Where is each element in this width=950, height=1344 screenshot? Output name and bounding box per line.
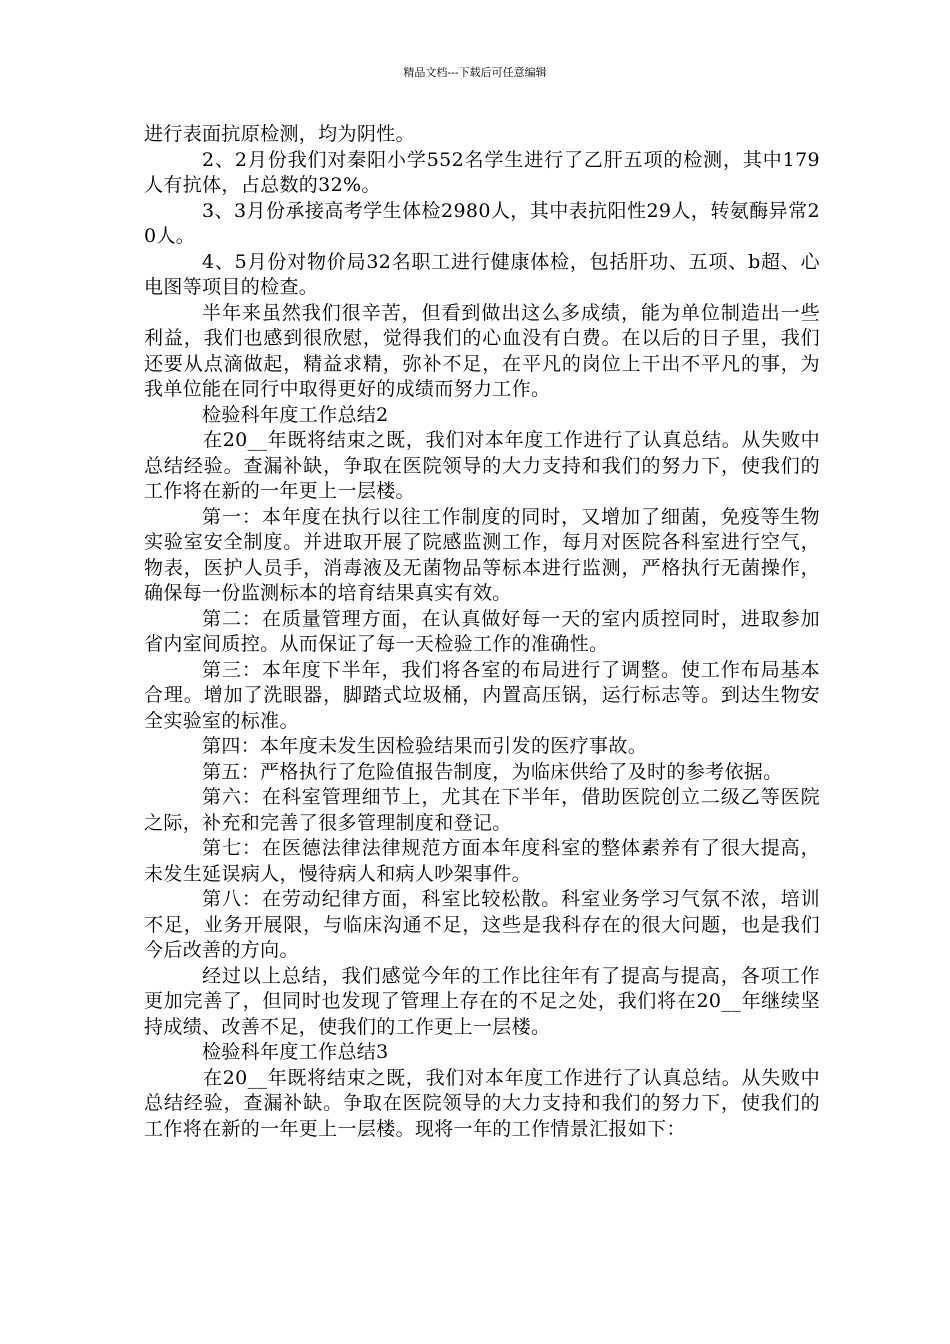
paragraph-18: 在20__年既将结束之既，我们对本年度工作进行了认真总结。从失败中总结经验，查漏补缺。争取在医院领导的大力支持和我们的努力下，使我们的工作将在新的一年更上一层楼。现将一年的工作情景汇报如下： xyxy=(144,1066,820,1140)
paragraph-9: 第二：在质量管理方面，在认真做好每一天的室内质控同时，进取参加省内室间质控。从而保证了每一天检验工作的准确性。 xyxy=(144,607,820,655)
paragraph-12: 第五：严格执行了危险值报告制度，为临床供给了及时的参考依据。 xyxy=(202,760,783,783)
page-header: 精品文档---下载后可任意编辑 xyxy=(403,66,547,79)
paragraph-15: 第八：在劳动纪律方面，科室比较松散。科室业务学习气氛不浓，培训不足，业务开展限，与临床沟通不足，这些是我科存在的很大问题，也是我们今后改善的方向。 xyxy=(144,888,820,961)
paragraph-3: 3、3月份承接高考学生体检2980人，其中表抗阳性29人，转氨酶异常20人。 xyxy=(144,199,820,247)
paragraph-4: 4、5月份对物价局32名职工进行健康体检，包括肝功、五项、b超、心电图等项目的检查。 xyxy=(144,250,820,298)
paragraph-7: 在20__年既将结束之既，我们对本年度工作进行了认真总结。从失败中总结经验。查漏补缺，争取在医院领导的大力支持和我们的努力下，使我们的工作将在新的一年更上一层楼。 xyxy=(144,429,820,502)
paragraph-2: 2、2月份我们对秦阳小学552名学生进行了乙肝五项的检测，其中179人有抗体，占总数的32%。 xyxy=(144,148,820,196)
paragraph-14: 第七：在医德法律法律规范方面本年度科室的整体素养有了很大提高，未发生延误病人，慢待病人和病人吵架事件。 xyxy=(144,837,820,885)
section-heading-2: 检验科年度工作总结2 xyxy=(202,403,389,426)
section-heading-3: 检验科年度工作总结3 xyxy=(202,1041,389,1063)
document-body xyxy=(144,122,820,1142)
paragraph-1: 进行表面抗原检测，均为阴性。 xyxy=(144,123,415,145)
paragraph-16: 经过以上总结，我们感觉今年的工作比往年有了提高与提高，各项工作更加完善了，但同时也发现了管理上存在的不足之处，我们将在20__年继续坚持成绩、改善不足，使我们的工作更上一层楼。 xyxy=(144,964,820,1038)
paragraph-10: 第三：本年度下半年，我们将各室的布局进行了调整。使工作布局基本合理。增加了洗眼器，脚踏式垃圾桶，内置高压锅，运行标志等。到达生物安全实验室的标准。 xyxy=(144,658,820,732)
paragraph-11: 第四：本年度未发生因检验结果而引发的医疗事故。 xyxy=(202,735,648,757)
paragraph-13: 第六：在科室管理细节上，尤其在下半年，借助医院创立二级乙等医院之际，补充和完善了很多管理制度和登记。 xyxy=(144,786,820,834)
paragraph-5: 半年来虽然我们很辛苦，但看到做出这么多成绩，能为单位制造出一些利益，我们也感到很欣慰，觉得我们的心血没有白费。在以后的日子里，我们还要从点滴做起，精益求精，弥补不足，在平凡的岗位上干出不平凡的事，为我单位能在同行中取得更好的成绩而努力工作。 xyxy=(144,301,820,400)
paragraph-8: 第一：本年度在执行以往工作制度的同时，又增加了细菌，免疫等生物实验室安全制度。并进取开展了院感监测工作，每月对医院各科室进行空气，物表，医护人员手，消毒液及无菌物品等标本进行监测，严格执行无菌操作，确保每一份监测标本的培育结果真实有效。 xyxy=(144,505,820,604)
